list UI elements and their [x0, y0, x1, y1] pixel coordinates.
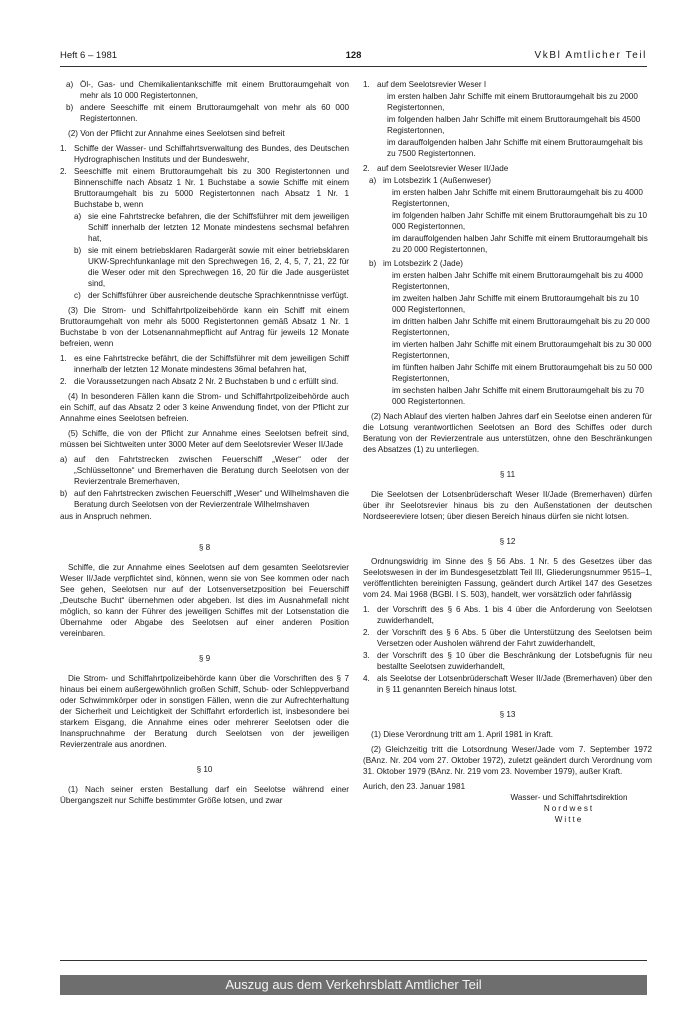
header-rule [60, 66, 647, 67]
list-item: 1. der Vorschrift des § 6 Abs. 1 bis 4 über die Anforderung von Seelotsen zuwiderhandelt, [363, 605, 652, 625]
place-date: Aurich, den 23. Januar 1981 [363, 782, 466, 791]
list-line: im darauffolgenden halben Jahr Schiffe mit einem Bruttoraumgehalt bis zu 7500 Registertonnen. [387, 138, 643, 158]
list-line: im sechsten halben Jahr Schiffe mit einem Bruttoraumgehalt bis zu 70 000 Registertonnen. [392, 386, 644, 406]
list-item: b) sie mit einem betriebsklaren Radargerät sowie mit einer betriebsklaren UKW-Sprechfunkanlage mit den Sprechwegen 16, 2, 4, 5, 7, 21, 22 für die Weser oder mit den Sprechwegen 16, 20 für die Jade ausgerüstet sind, [74, 246, 349, 288]
list-item: 2. die Voraussetzungen nach Absatz 2 Nr. 2 Buchstaben b und c erfüllt sind. [60, 377, 339, 386]
list-item: 1. Schiffe der Wasser- und Schiffahrtsverwaltung des Bundes, des Deutschen Hydrographischen Instituts und der Bundeswehr, [60, 144, 349, 164]
list-item: 2. der Vorschrift des § 6 Abs. 5 über die Unterstützung des Seelotsen beim Versetzen oder Ausholen während der Fahrt zuwiderhandelt, [363, 628, 652, 648]
list-line: im fünften halben Jahr Schiffe mit einem Bruttoraumgehalt bis zu 50 000 Registertonnen, [392, 363, 652, 383]
paragraph: (1) Diese Verordnung tritt am 1. April 1981 in Kraft. [371, 730, 553, 739]
paragraph: (2) Nach Ablauf des vierten halben Jahres darf ein Seelotse einen anderen für die Lotsung verantwortlichen Seelotsen an Bord des Schiffes oder durch Beratung von der Revierzentrale aus unterstützen, ohne den Beschränkungen des Absatzes (1) zu unterliegen. [363, 412, 652, 454]
list-item: a) sie eine Fahrtstrecke befahren, die der Schiffsführer mit dem jeweiligen Schiff innerhalb der letzten 12 Monate mindestens sechsmal befahren hat, [74, 212, 349, 243]
section-heading: § 13 [499, 710, 516, 719]
paragraph: (5) Schiffe, die von der Pflicht zur Annahme eines Seelotsen befreit sind, müssen bei Sichtweiten unter 3000 Meter auf dem Seelotsrevier Weser II/Jade [60, 429, 349, 449]
page-header [60, 50, 647, 64]
section-heading: § 8 [198, 543, 211, 552]
paragraph: (4) In besonderen Fällen kann die Strom- und Schiffahrtpolizeibehörde auch ein Schiff, auf das Absatz 2 oder 3 keine Anwendung findet, von der Pflicht zur Annahme eines Seelotsen befreien. [60, 392, 349, 423]
paragraph: Die Seelotsen der Lotsenbrüderschaft Weser II/Jade (Bremerhaven) dürfen über ihr Seelotsrevier hinaus bis zu den Außenstationen der deutschen Nordseereviere lotsen; über diesen Bereich hinaus dürfen sie nicht lotsen. [363, 490, 652, 521]
authority-region: Nordwest [543, 804, 595, 813]
list-line: im darauffolgenden halben Jahr Schiffe mit einem Bruttoraumgehalt bis zu 20 000 Registertonnen, [392, 234, 648, 254]
paragraph: Schiffe, die zur Annahme eines Seelotsen auf dem gesamten Seelotsrevier Weser II/Jade verpflichtet sind, können, wenn sie von See kommen oder nach See gehen, Seelotsen nur auf der Lotsenversetzposition bei Feuerschiff „Deutsche Bucht“ übernehmen oder abgeben. Ist dies im Ausnahmefall nicht möglich, so kann der Führer des jeweiligen Schiffes mit der Lotsenstation die Übernahme oder Abgabe des Seelotsen auf einer anderen Position vereinbaren. [60, 563, 349, 638]
list-item: a) Öl-, Gas- und Chemikalientankschiffe mit einem Bruttoraumgehalt von mehr als 10 000 Registertonnen, [66, 80, 349, 100]
list-item: 3. der Vorschrift des § 10 über die Beschränkung der Lotsbefugnis für neu bestallte Seelotsen zuwiderhandelt, [363, 651, 652, 671]
footer-banner: Auszug aus dem Verkehrsblatt Amtlicher Teil [60, 975, 647, 995]
list-item: c) der Schiffsführer über ausreichende deutsche Sprachkenntnisse verfügt. [74, 291, 349, 300]
list-item: 1. auf dem Seelotsrevier Weser I [363, 80, 487, 89]
paragraph: (2) Gleichzeitig tritt die Lotsordnung Weser/Jade vom 7. September 1972 (BAnz. Nr. 204 vom 27. Oktober 1972), zuletzt geändert durch Verordnung vom 31. Oktober 1979 (BAnz. Nr. 219 vom 23. November 1979), außer Kraft. [363, 745, 652, 776]
list-line: im folgenden halben Jahr Schiffe mit einem Bruttoraumgehalt bis 4500 Registertonnen, [387, 115, 641, 135]
signature-block [363, 781, 652, 825]
list-item: 2. auf dem Seelotsrevier Weser II/Jade [363, 164, 509, 173]
paragraph: Ordnungswidrig im Sinne des § 56 Abs. 1 Nr. 5 des Gesetzes über das Seelotswesen in der im Bundesgesetzblatt Teil III, Gliederungsnummer 9515–1, veröffentlichten bereinigten Fassung, geändert durch Artikel 147 des Gesetzes vom 24. Mai 1968 (BGBl. I S. 503), handelt, wer vorsätzlich oder fahrlässig [363, 557, 652, 599]
section-heading: § 10 [196, 765, 213, 774]
list-item: b) auf den Fahrtstrecken zwischen Feuerschiff „Weser“ und Wilhelmshaven die Beratung durch Seelotsen von der Revierzentrale Wilhelmshaven [60, 489, 349, 509]
paragraph: (3) Die Strom- und Schiffahrtpolizeibehörde kann ein Schiff mit einem Bruttoraumgehalt von mehr als 5000 Registertonnen gemäß Absatz 1 Nr. 1 Buchstabe b von der Lotsenannahmepflicht auf Antrag für jeweils 12 Monate befreien, wenn [60, 306, 349, 348]
footer-rule [60, 960, 647, 961]
list-item: b) andere Seeschiffe mit einem Bruttoraumgehalt von mehr als 60 000 Registertonnen. [66, 103, 349, 123]
list-line: im ersten halben Jahr Schiffe mit einem Bruttoraumgehalt bis zu 4000 Registertonnen, [392, 188, 643, 208]
page-number: 128 [345, 50, 362, 61]
authority-name: Wasser- und Schiffahrtsdirektion [510, 793, 628, 802]
paragraph: (2) Von der Pflicht zur Annahme eines Seelotsen sind befreit [68, 129, 285, 138]
list-line: im dritten halben Jahr Schiffe mit einem Bruttoraumgehalt bis zu 20 000 Registertonnen, [392, 317, 650, 337]
paragraph: Die Strom- und Schiffahrtpolizeibehörde kann über die Vorschriften des § 7 hinaus bei einem außergewöhnlich großen Schiff, Schub- oder Schleppverband oder Schwimmkörper oder in sonstigen Fällen, wenn die zur Aufrechterhaltung der Sicherheit und Leichtigkeit der Schiffahrt erforderlich ist, insbesondere bei starkem Eisgang, die Annahme eines oder mehrerer Seelotsen oder die Inanspruchnahme der Beratung durch Seelotsen von der jeweiligen Revierzentrale aus anordnen. [60, 674, 349, 749]
authority-block [494, 792, 644, 825]
list-line: im vierten halben Jahr Schiffe mit einem Bruttoraumgehalt bis zu 30 000 Registertonnen, [392, 340, 652, 360]
journal-title: VkBl Amtlicher Teil [534, 50, 647, 61]
issue-label: Heft 6 – 1981 [60, 50, 118, 61]
list-line: im folgenden halben Jahr Schiffe mit einem Bruttoraumgehalt bis zu 10 000 Registertonnen, [392, 211, 648, 231]
list-item: 1. es eine Fahrtstrecke befährt, die der Schiffsführer mit dem jeweiligen Schiff innerhalb der letzten 12 Monate mindestens 36mal befahren hat, [60, 354, 349, 374]
list-line: im zweiten halben Jahr Schiffe mit einem Bruttoraumgehalt bis zu 10 000 Registertonnen, [392, 294, 639, 314]
section-heading: § 11 [499, 470, 516, 479]
signatory-name: Witte [554, 815, 584, 824]
left-column [60, 79, 349, 810]
list-item: 4. als Seelotse der Lotsenbrüderschaft Weser II/Jade (Bremerhaven) über den in § 11 genannten Bereich hinaus lotst. [363, 674, 652, 694]
list-line: im ersten halben Jahr Schiffe mit einem Bruttoraumgehalt bis zu 2000 Registertonnen, [387, 92, 638, 112]
paragraph: (1) Nach seiner ersten Bestallung darf ein Seelotse während einer Übergangszeit nur Schiffe bestimmter Größe lotsen, und zwar [60, 785, 349, 805]
section-heading: § 12 [499, 537, 516, 546]
list-item: a) auf den Fahrtstrecken zwischen Feuerschiff „Weser“ oder der „Schlüsseltonne“ und Bremerhaven die Beratung durch Seelotsen von der Revierzentrale Bremerhaven, [60, 455, 349, 486]
paragraph: aus in Anspruch nehmen. [60, 512, 152, 521]
list-line: im ersten halben Jahr Schiffe mit einem Bruttoraumgehalt bis zu 4000 Registertonnen, [392, 271, 643, 291]
right-column [363, 79, 652, 825]
list-item: 2. Seeschiffe mit einem Bruttoraumgehalt bis zu 300 Registertonnen und Binnenschiffe nach Absatz 1 Nr. 1 Buchstabe a sowie Schiffe mit einem Bruttoraumgehalt bis zu 5000 Registertonnen nach Absatz 1 Nr. 1 Buchstabe b, wenn [60, 167, 349, 209]
section-heading: § 9 [198, 654, 211, 663]
list-item: b) im Lotsbezirk 2 (Jade) [369, 259, 463, 268]
list-item: a) im Lotsbezirk 1 (Außenweser) [369, 176, 491, 185]
